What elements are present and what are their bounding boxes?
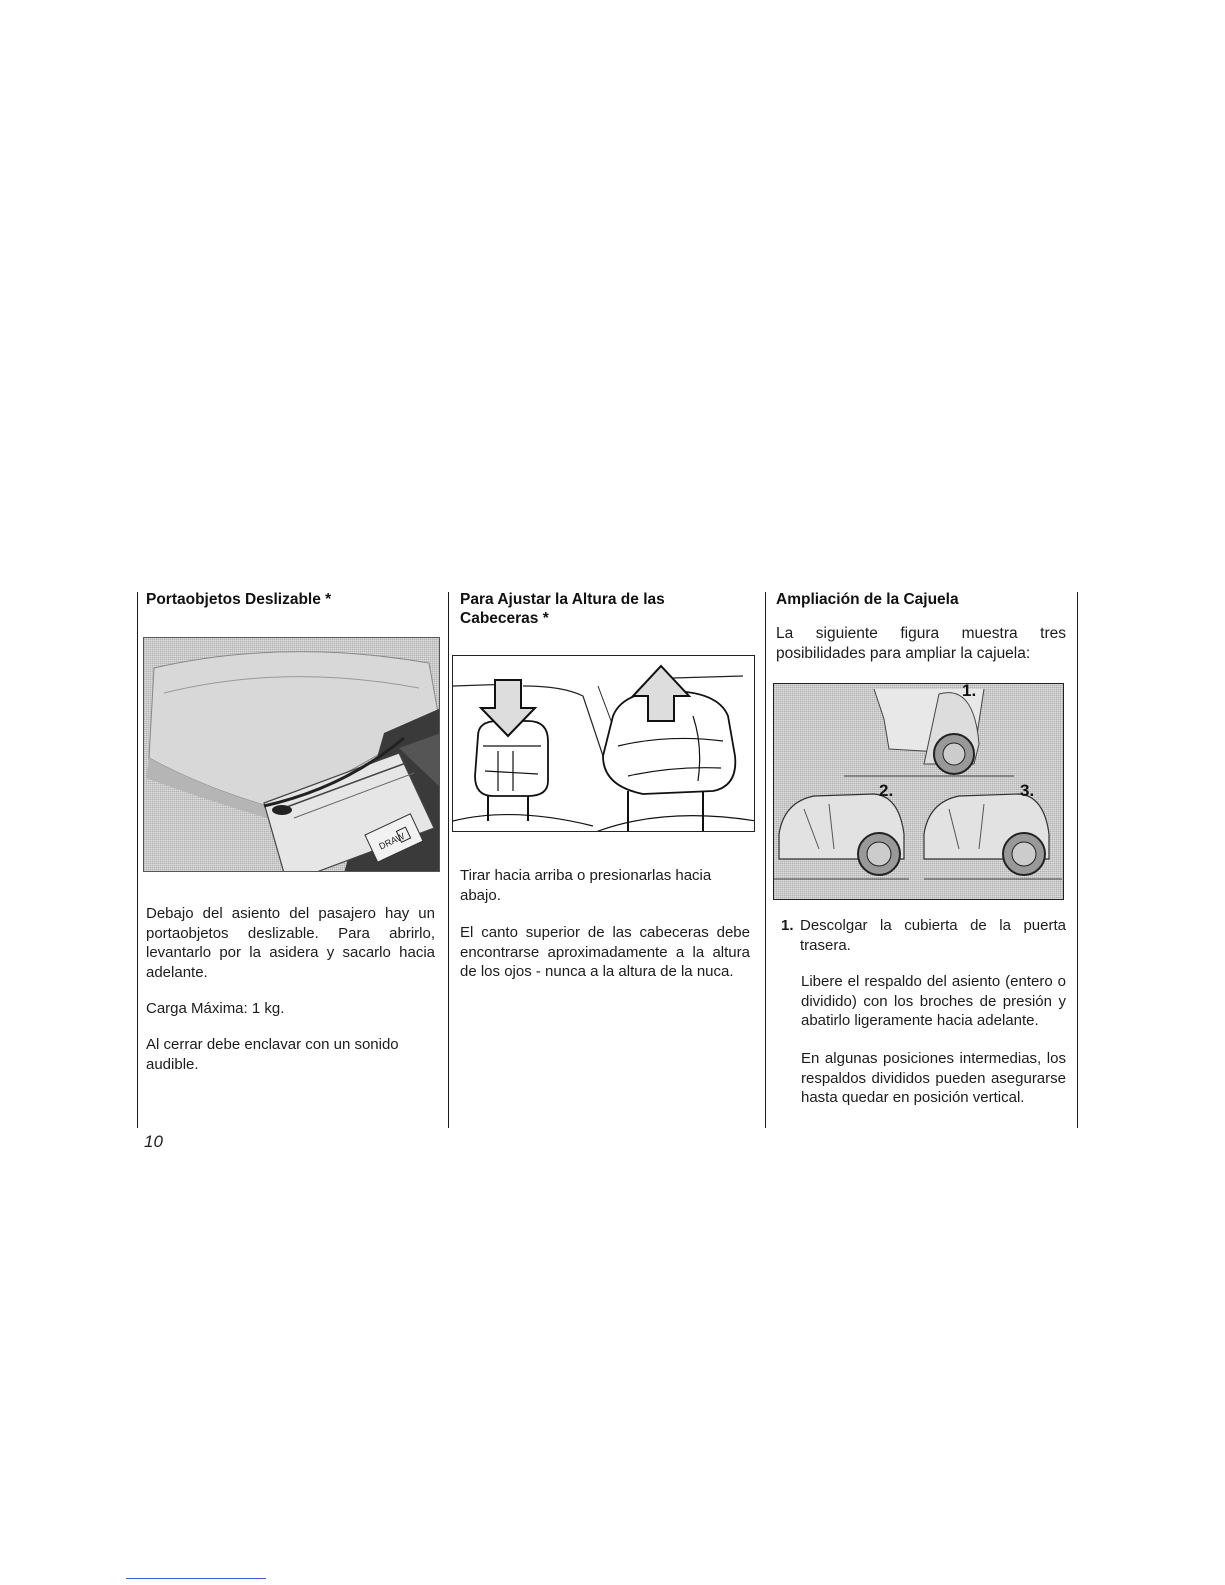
list-item-1-detail-b: En algunas posiciones intermedias, los respaldos divididos pueden asegurarse hasta quedar en posición vertical. xyxy=(801,1050,1066,1106)
trunk-expansion-illustration-icon xyxy=(774,684,1064,900)
list-item-number-1: 1. xyxy=(781,917,794,934)
section-heading-ampliacion-cajuela: Ampliación de la Cajuela xyxy=(776,591,959,608)
section-heading-cabeceras: Para Ajustar la Altura de las Cabeceras * xyxy=(460,591,665,627)
paragraph-cerrar-enclavar: Al cerrar debe enclavar con un sonido audible. xyxy=(146,1036,399,1073)
column-rule-middle-right xyxy=(765,592,766,1128)
headrest-adjust-illustration-icon xyxy=(453,656,755,832)
paragraph-tirar-hacia-arriba: Tirar hacia arriba o presionarlas hacia abajo. xyxy=(460,867,712,904)
column-rule-middle-left xyxy=(448,592,449,1128)
bottom-underline-link xyxy=(126,1578,266,1579)
section-heading-portaobjetos: Portaobjetos Deslizable * xyxy=(146,591,332,608)
page-number: 10 xyxy=(144,1132,163,1151)
paragraph-carga-maxima: Carga Máxima: 1 kg. xyxy=(146,1000,285,1017)
list-item-1-detail-a: Libere el respaldo del asiento (entero o dividido) con los broches de presión y abatirlo ligeramente hacia adelante. xyxy=(801,973,1066,1029)
sliding-tray-figure xyxy=(143,637,440,872)
svg-text:3.: 3. xyxy=(1020,781,1035,800)
list-item-1-text: Descolgar la cubierta de la puerta trasera. xyxy=(800,917,1066,954)
headrest-figure xyxy=(452,655,755,832)
sliding-tray-photo-icon xyxy=(144,638,440,872)
svg-text:DRAW: DRAW xyxy=(377,830,407,852)
trunk-expansion-figure xyxy=(773,683,1064,900)
paragraph-portaobjetos-description: Debajo del asiento del pasajero hay un portaobjetos deslizable. Para abrirlo, levantarlo por la asidera y sacarlo hacia adelante. xyxy=(146,905,435,981)
svg-text:2.: 2. xyxy=(879,781,894,800)
column-rule-right xyxy=(1077,592,1078,1128)
paragraph-ampliar-intro: La siguiente figura muestra tres posibilidades para ampliar la cajuela: xyxy=(776,625,1066,662)
svg-text:1.: 1. xyxy=(962,684,977,700)
column-rule-left xyxy=(137,592,138,1128)
paragraph-canto-superior: El canto superior de las cabeceras debe encontrarse aproximadamente a la altura de los ojos - nunca a la altura de la nuca. xyxy=(460,924,750,980)
